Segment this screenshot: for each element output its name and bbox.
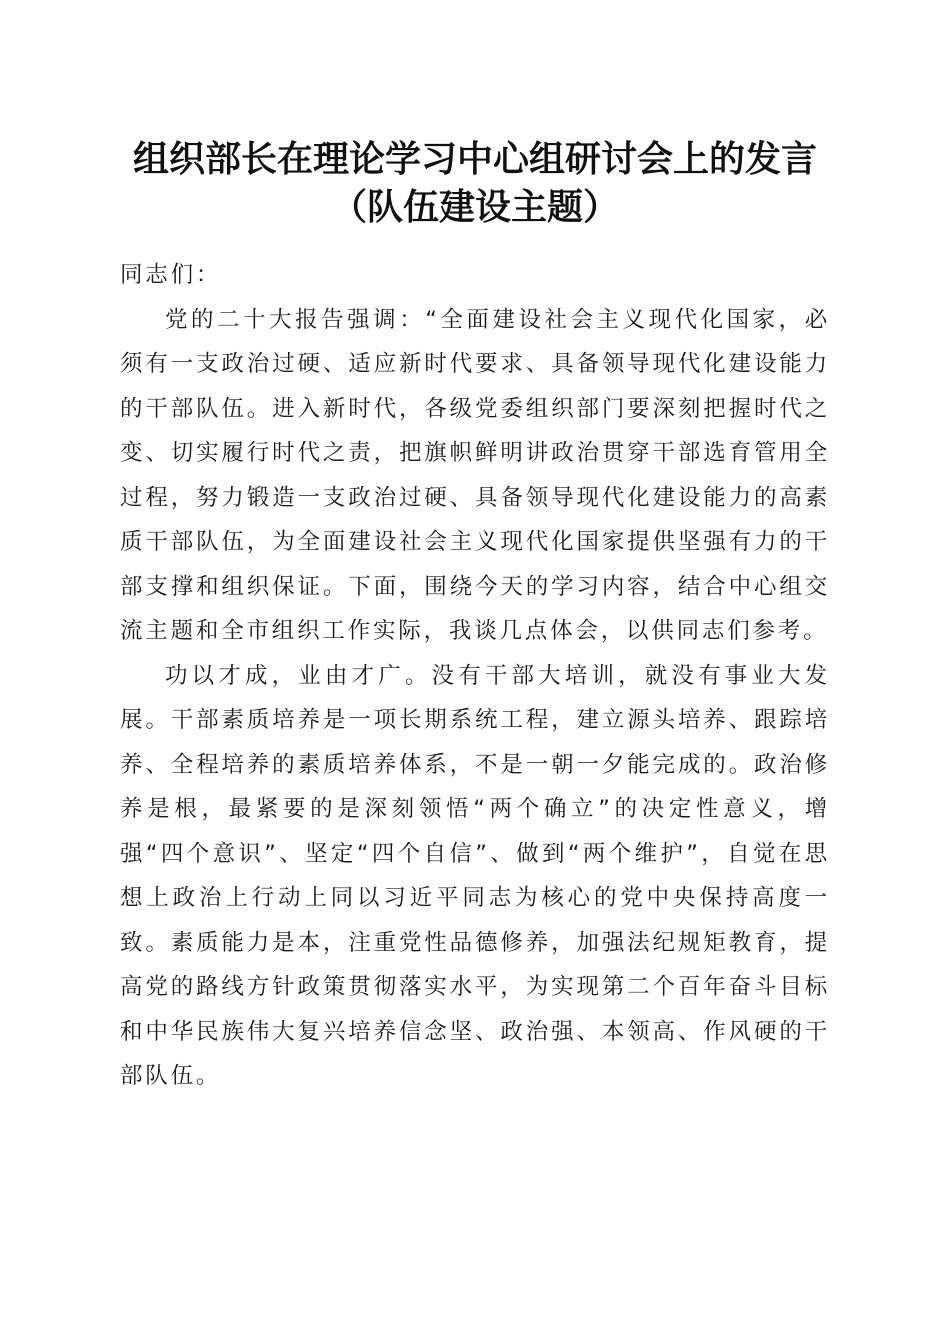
document-title <box>90 135 860 231</box>
salutation: 同志们： <box>120 262 222 288</box>
document-body <box>120 253 830 1099</box>
title-line-subtitle: （队伍建设主题） <box>330 186 619 228</box>
paragraph-1: 党的二十大报告强调：“全面建设社会主义现代化国家，必须有一支政治过硬、适应新时代要求、具备领导现代化建设能力的干部队伍。进入新时代，各级党委组织部门要深刻把握时代之变、切实履行时代之责，把旗帜鲜明讲政治贯穿干部选育管用全过程，努力锻造一支政治过硬、具备领导现代化建设能力的高素质干部队伍，为全面建设社会主义现代化国家提供坚强有力的干部支撑和组织保证。下面，围绕今天的学习内容，结合中心组交流主题和全市组织工作实际，我谈几点体会，以供同志们参考。 <box>120 306 830 644</box>
title-line-main: 组织部长在理论学习中心组研讨会上的发言 <box>132 138 817 180</box>
paragraph-2: 功以才成，业由才广。没有干部大培训，就没有事业大发展。干部素质培养是一项长期系统工程，建立源头培养、跟踪培养、全程培养的素质培养体系，不是一朝一夕能完成的。政治修养是根，最紧要的是深刻领悟“两个确立”的决定性意义，增强“四个意识”、坚定“四个自信”、做到“两个维护”，自觉在思想上政治上行动上同以习近平同志为核心的党中央保持高度一致。素质能力是本，注重党性品德修养，加强法纪规矩教育，提高党的路线方针政策贯彻落实水平，为实现第二个百年奋斗目标和中华民族伟大复兴培养信念坚、政治强、本领高、作风硬的干部队伍。 <box>120 662 830 1089</box>
